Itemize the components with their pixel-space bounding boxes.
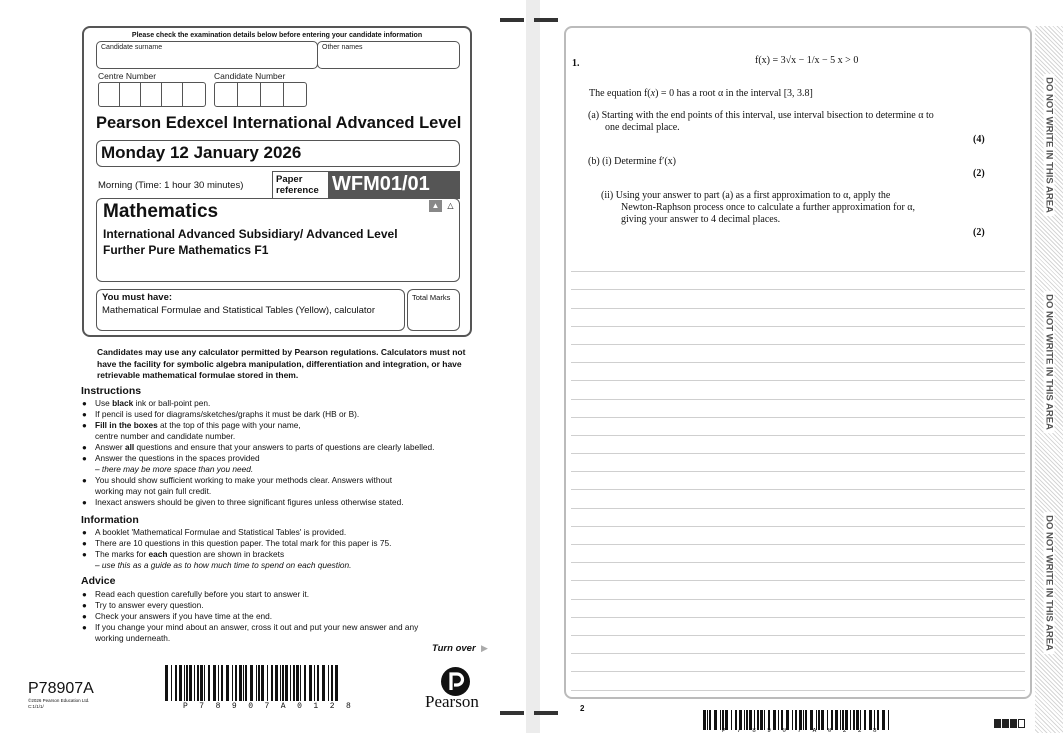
- question-number: 1.: [572, 58, 580, 69]
- exam-date: Monday 12 January 2026: [96, 140, 460, 167]
- answer-line[interactable]: [571, 527, 1025, 545]
- list-item: ● The marks for each question are shown in brackets – use this as a guide as to how much time to spend on each question.: [81, 549, 471, 571]
- answer-line[interactable]: [571, 272, 1025, 290]
- instructions-list: [81, 398, 471, 508]
- question-stem: The equation f(x) = 0 has a root α in the interval [3, 3.8]: [589, 88, 813, 99]
- check-details-note: Please check the examination details below before entering your candidate information: [131, 32, 423, 39]
- answer-line[interactable]: [571, 618, 1025, 636]
- answer-line[interactable]: [571, 418, 1025, 436]
- page-spine: [526, 0, 540, 733]
- part-b-ii-line-3: giving your answer to 4 decimal places.: [621, 214, 781, 225]
- part-a-marks: (4): [973, 134, 985, 145]
- list-item: ● A booklet 'Mathematical Formulae and Statistical Tables' is provided.: [81, 527, 471, 538]
- list-item: ● Inexact answers should be given to three significant figures unless otherwise stated.: [81, 497, 471, 508]
- answer-line[interactable]: [571, 290, 1025, 308]
- barcode-left-text: P78907A0128: [183, 702, 363, 711]
- subject-title: Mathematics: [103, 201, 219, 222]
- answer-lines[interactable]: [571, 254, 1025, 691]
- answer-line[interactable]: [571, 436, 1025, 454]
- centre-number-field[interactable]: [98, 82, 206, 107]
- list-item: ● There are 10 questions in this question paper. The total mark for this paper is 75.: [81, 538, 471, 549]
- advice-list: [81, 589, 471, 644]
- other-names-label: Other names: [322, 44, 363, 51]
- you-must-have-text: Mathematical Formulae and Statistical Tables (Yellow), calculator: [102, 305, 375, 316]
- part-b-ii-marks[interactable]: (2): [973, 227, 985, 238]
- candidate-number-field[interactable]: [214, 82, 307, 107]
- exam-details-box: [82, 26, 472, 337]
- page-number: 2: [580, 704, 585, 713]
- part-a-line-2: one decimal place.: [605, 122, 680, 133]
- crop-mark: [534, 711, 558, 715]
- answer-line[interactable]: [571, 672, 1025, 690]
- candidate-number-label: Candidate Number: [214, 71, 286, 81]
- qualification-line-2: Further Pure Mathematics F1: [103, 243, 269, 257]
- barcode-right-text: P78907A0228: [722, 728, 889, 733]
- exam-session: Morning (Time: 1 hour 30 minutes): [98, 180, 244, 191]
- paper-reference: [272, 171, 460, 199]
- information-list: [81, 527, 471, 571]
- information-heading: Information: [81, 514, 139, 526]
- answer-line[interactable]: [571, 581, 1025, 599]
- list-item: ● Check your answers if you have time at the end.: [81, 611, 471, 622]
- qualification: [103, 226, 398, 258]
- list-item: ● Fill in the boxes at the top of this page with your name, centre number and candidate number.: [81, 420, 471, 442]
- copyright-note: ©2026 Pearson Education Ltd. C:1/1/1/: [28, 698, 90, 709]
- corner-marks: [429, 200, 457, 212]
- part-b-i-marks: (2): [973, 168, 985, 179]
- candidate-surname-label: Candidate surname: [101, 44, 163, 51]
- answer-line[interactable]: [571, 636, 1025, 654]
- question-formula: f(x) = 3√x − 1/x − 5 x > 0: [755, 55, 859, 66]
- you-must-have-title: You must have:: [102, 292, 173, 303]
- answer-line[interactable]: [571, 490, 1025, 508]
- answer-line[interactable]: [571, 563, 1025, 581]
- paper-reference-code: WFM01/01: [328, 171, 460, 199]
- answer-line[interactable]: [571, 309, 1025, 327]
- list-item: ● Answer the questions in the spaces provided – there may be more space than you need.: [81, 453, 471, 475]
- you-must-have-box: [96, 289, 405, 331]
- answer-line[interactable]: [571, 509, 1025, 527]
- list-item: ● Answer all questions and ensure that your answers to parts of questions are clearly labelled.: [81, 442, 471, 453]
- candidate-surname-field[interactable]: [96, 41, 318, 69]
- crop-mark: [500, 18, 524, 22]
- other-names-field[interactable]: [317, 41, 460, 69]
- list-item: ● You should show sufficient working to make your methods clear. Answers without working may not gain full credit.: [81, 475, 471, 497]
- registration-marks: [994, 719, 1025, 728]
- answer-line[interactable]: [571, 454, 1025, 472]
- paper-reference-label: Paper reference: [272, 171, 328, 199]
- answer-line[interactable]: [571, 654, 1025, 672]
- crop-mark: [534, 18, 558, 22]
- total-marks-label: Total Marks: [412, 293, 451, 302]
- list-item: ● If you change your mind about an answer, cross it out and put your new answer and any working underneath.: [81, 622, 471, 644]
- instructions-heading: Instructions: [81, 385, 142, 397]
- publisher-name: Pearson: [425, 692, 479, 711]
- answer-line[interactable]: [571, 254, 1025, 272]
- answer-line[interactable]: [571, 381, 1025, 399]
- answer-line[interactable]: [571, 363, 1025, 381]
- total-marks-box[interactable]: [407, 289, 460, 331]
- qualification-line-1: International Advanced Subsidiary/ Advanced Level: [103, 227, 398, 241]
- centre-number-label: Centre Number: [98, 71, 157, 81]
- play-arrow-icon: ▶: [481, 643, 488, 653]
- barcode-left: [165, 665, 340, 701]
- calculator-note: Candidates may use any calculator permitted by Pearson regulations. Calculators must not have the facility for symbolic algebra manipulation, differentiation and integration, or have retrievable mathematical formulae stored in them.: [97, 347, 466, 380]
- answer-line[interactable]: [571, 400, 1025, 418]
- list-item: ● Use black ink or ball-point pen.: [81, 398, 471, 409]
- answer-line[interactable]: [571, 327, 1025, 345]
- part-b-i: (b) (i) Determine f′(x): [588, 156, 676, 167]
- crop-mark: [500, 711, 524, 715]
- part-b-ii-line-1: (ii) Using your answer to part (a) as a first approximation to α, apply the: [601, 190, 891, 201]
- filled-triangle-icon: ▲: [429, 200, 442, 212]
- part-a-line-1: (a) Starting with the end points of this interval, use interval bisection to determine α to: [588, 110, 934, 121]
- paper-code: P78907A: [28, 680, 94, 697]
- subject-box: [96, 198, 460, 282]
- part-b-ii-line-2: Newton-Raphson process once to calculate a further approximation for α,: [621, 202, 916, 213]
- advice-heading: Advice: [81, 575, 116, 587]
- answer-line[interactable]: [571, 600, 1025, 618]
- list-item: ● If pencil is used for diagrams/sketches/graphs it must be dark (HB or B).: [81, 409, 471, 420]
- turn-over-label: Turn over: [432, 643, 476, 654]
- barcode-right: [703, 710, 893, 730]
- list-item: ● Try to answer every question.: [81, 600, 471, 611]
- answer-line[interactable]: [571, 472, 1025, 490]
- answer-line[interactable]: [571, 345, 1025, 363]
- outline-triangle-icon: △: [447, 201, 454, 210]
- answer-line[interactable]: [571, 545, 1025, 563]
- list-item: ● Read each question carefully before you start to answer it.: [81, 589, 471, 600]
- exam-board-title: Pearson Edexcel International Advanced Level: [96, 114, 462, 132]
